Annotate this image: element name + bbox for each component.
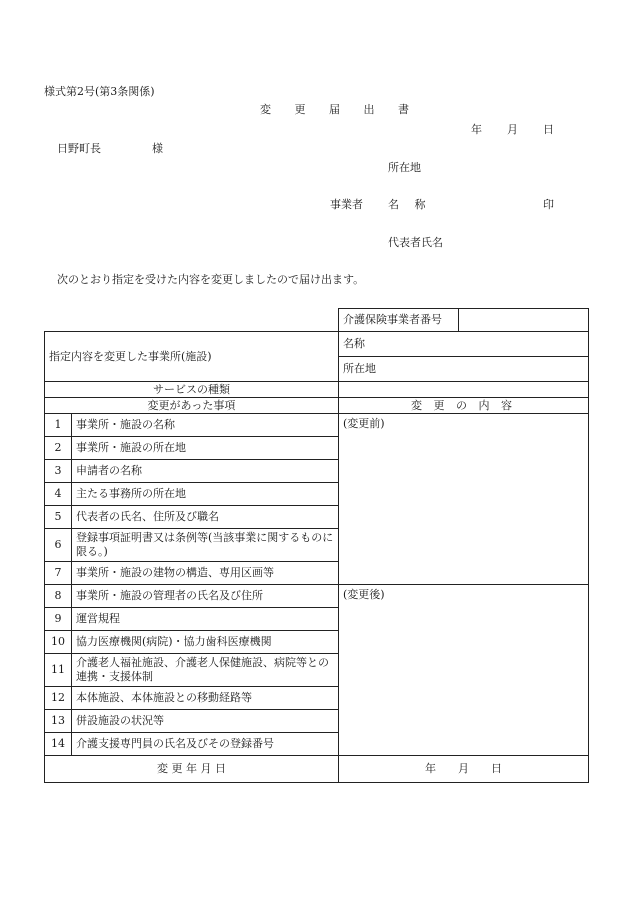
form-number: 様式第2号(第3条関係): [44, 85, 155, 98]
item-number: 8: [45, 585, 72, 608]
statement-text: 次のとおり指定を受けた内容を変更しましたので届け出ます。: [57, 273, 365, 286]
page-title: 変 更 届 出 書: [260, 103, 419, 116]
item-number: 9: [45, 608, 72, 631]
item-number: 14: [45, 733, 72, 756]
honorific: 様: [152, 142, 163, 155]
item-number: 3: [45, 460, 72, 483]
item-number: 7: [45, 562, 72, 585]
date-month-label: 月: [507, 123, 518, 136]
item-number: 2: [45, 437, 72, 460]
business-label: 事業者: [330, 198, 363, 211]
item-label: 事業所・施設の管理者の氏名及び住所: [72, 585, 339, 608]
item-label: 運営規程: [72, 608, 339, 631]
item-number: 10: [45, 631, 72, 654]
representative-label: 代表者氏名: [388, 236, 443, 249]
facility-address-field[interactable]: [339, 357, 589, 382]
facility-address-label: 所在地: [343, 362, 376, 376]
blank-corner: [45, 309, 339, 332]
item-number: 1: [45, 414, 72, 437]
change-form-table: [44, 308, 589, 783]
item-label: 登録事項証明書又は条例等(当該事業に関するものに限る。): [72, 529, 339, 562]
date-day-label: 日: [543, 123, 554, 136]
item-label: 介護老人福祉施設、介護老人保健施設、病院等との連携・支援体制: [72, 654, 339, 687]
item-number: 12: [45, 687, 72, 710]
item-label: 協力医療機関(病院)・協力歯科医療機関: [72, 631, 339, 654]
change-date-field[interactable]: 年 月 日: [339, 756, 589, 783]
service-type-label: サービスの種類: [45, 382, 339, 398]
service-type-field[interactable]: [339, 382, 589, 398]
insurer-number-label: 介護保険事業者番号: [339, 309, 459, 332]
item-label: 介護支援専門員の氏名及びその登録番号: [72, 733, 339, 756]
item-label: 事業所・施設の所在地: [72, 437, 339, 460]
change-before-field[interactable]: [339, 414, 589, 585]
date-year-label: 年: [471, 123, 482, 136]
item-number: 6: [45, 529, 72, 562]
changed-items-header: 変更があった事項: [45, 398, 339, 414]
seal-label: 印: [543, 198, 554, 211]
item-label: 事業所・施設の建物の構造、専用区画等: [72, 562, 339, 585]
applicant-address-label: 所在地: [388, 161, 421, 174]
item-number: 11: [45, 654, 72, 687]
item-number: 5: [45, 506, 72, 529]
applicant-name-label: 名 称: [388, 198, 432, 211]
item-label: 申請者の名称: [72, 460, 339, 483]
item-label: 本体施設、本体施設との移動経路等: [72, 687, 339, 710]
insurer-number-boxes: [459, 309, 589, 332]
facility-name-label: 名称: [343, 337, 365, 351]
facility-label: 指定内容を変更した事業所(施設): [45, 332, 339, 382]
addressee: 日野町長: [57, 142, 101, 155]
item-number: 13: [45, 710, 72, 733]
change-content-header: 変 更 の 内 容: [339, 398, 589, 414]
change-after-field[interactable]: [339, 585, 589, 756]
facility-name-field[interactable]: [339, 332, 589, 357]
change-date-label: 変 更 年 月 日: [45, 756, 339, 783]
item-number: 4: [45, 483, 72, 506]
item-label: 事業所・施設の名称: [72, 414, 339, 437]
change-before-label: (変更前): [343, 417, 385, 430]
item-label: 主たる事務所の所在地: [72, 483, 339, 506]
item-label: 代表者の氏名、住所及び職名: [72, 506, 339, 529]
change-after-label: (変更後): [343, 588, 385, 601]
item-label: 併設施設の状況等: [72, 710, 339, 733]
